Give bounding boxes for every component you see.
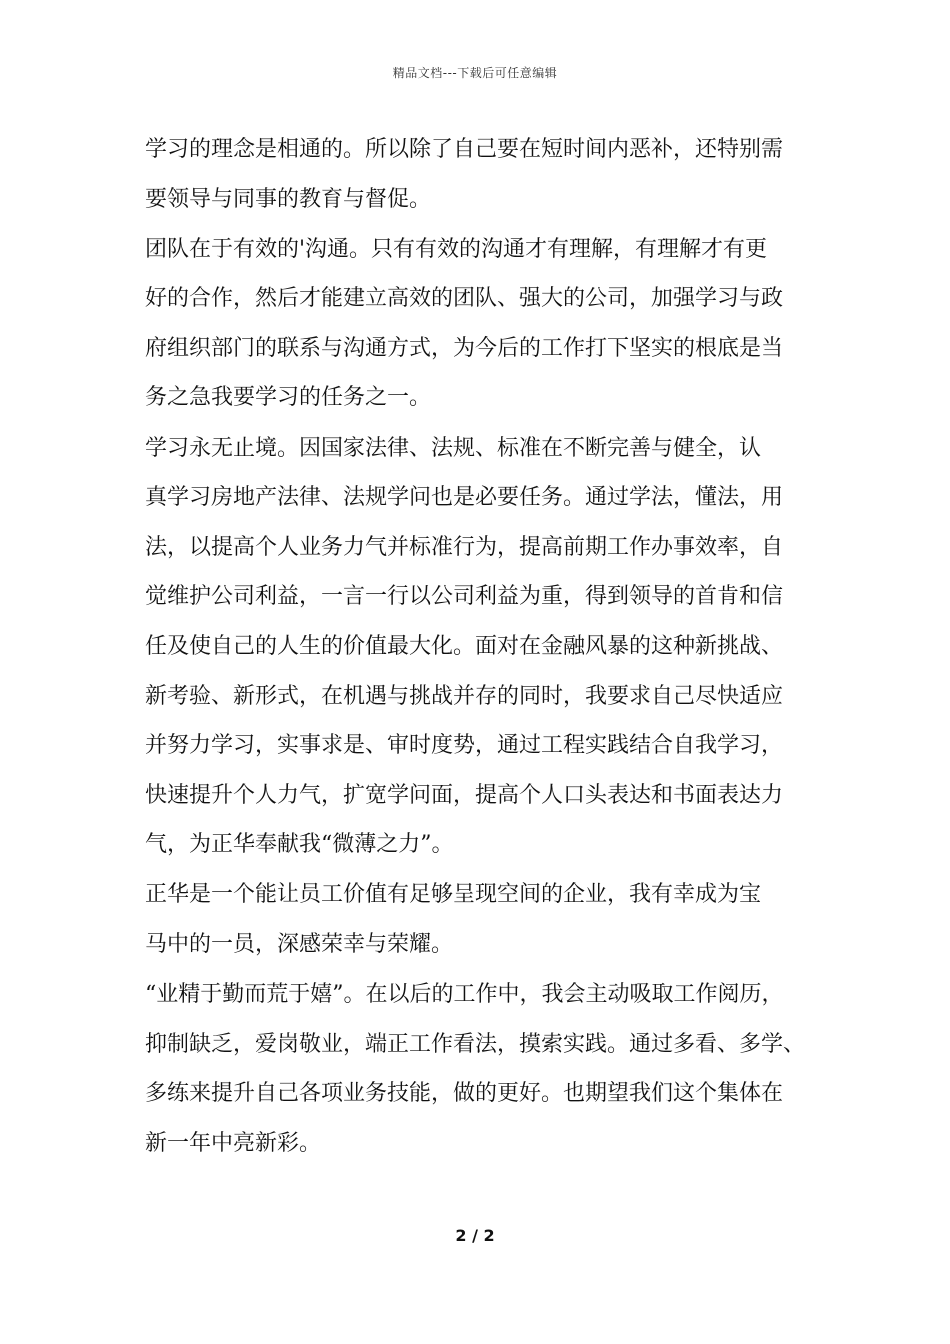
document-body bbox=[145, 125, 815, 1168]
text-line: 好的合作，然后才能建立高效的团队、强大的公司，加强学习与政 bbox=[145, 286, 784, 312]
text-line: 团队在于有效的'沟通。只有有效的沟通才有理解，有理解才有更 bbox=[145, 236, 768, 262]
text-line: 学习永无止境。因国家法律、法规、标准在不断完善与健全，认 bbox=[145, 435, 762, 461]
text-line: 觉维护公司利益，一言一行以公司利益为重，得到领导的首肯和信 bbox=[145, 584, 784, 610]
text-line: 任及使自己的人生的价值最大化。面对在金融风暴的这种新挑战、 bbox=[145, 633, 784, 659]
text-line: 多练来提升自己各项业务技能，做的更好。也期望我们这个集体在 bbox=[145, 1081, 784, 1107]
text-line: 府组织部门的联系与沟通方式，为今后的工作打下坚实的根底是当 bbox=[145, 335, 784, 361]
text-line: 法，以提高个人业务力气并标准行为，提高前期工作办事效率，自 bbox=[145, 534, 784, 560]
page-number: 2 / 2 bbox=[455, 1226, 495, 1245]
text-line: 学习的理念是相通的。所以除了自己要在短时间内恶补，还特别需 bbox=[145, 137, 784, 162]
text-line: 气，为正华奉献我“微薄之力”。 bbox=[145, 832, 454, 858]
text-line: 新考验、新形式，在机遇与挑战并存的同时，我要求自己尽快适应 bbox=[145, 683, 784, 709]
text-line: 务之急我要学习的任务之一。 bbox=[145, 385, 432, 411]
text-line: 真学习房地产法律、法规学问也是必要任务。通过学法，懂法，用 bbox=[145, 485, 784, 511]
page-header: 精品文档---下载后可任意编辑 bbox=[392, 66, 558, 80]
text-line: 要领导与同事的教育与督促。 bbox=[145, 186, 432, 212]
text-line: 快速提升个人力气，扩宽学问面，提高个人口头表达和书面表达力 bbox=[145, 782, 784, 808]
text-line: 抑制缺乏，爱岗敬业，端正工作看法，摸索实践。通过多看、多学、 bbox=[145, 1031, 806, 1057]
text-line: 正华是一个能让员工价值有足够呈现空间的企业，我有幸成为宝 bbox=[145, 882, 762, 908]
text-line: 新一年中亮新彩。 bbox=[145, 1130, 322, 1156]
text-line: 并努力学习，实事求是、审时度势，通过工程实践结合自我学习， bbox=[145, 733, 784, 759]
text-line: “业精于勤而荒于嬉”。在以后的工作中，我会主动吸取工作阅历， bbox=[145, 982, 784, 1008]
text-line: 马中的一员，深感荣幸与荣耀。 bbox=[145, 932, 454, 957]
